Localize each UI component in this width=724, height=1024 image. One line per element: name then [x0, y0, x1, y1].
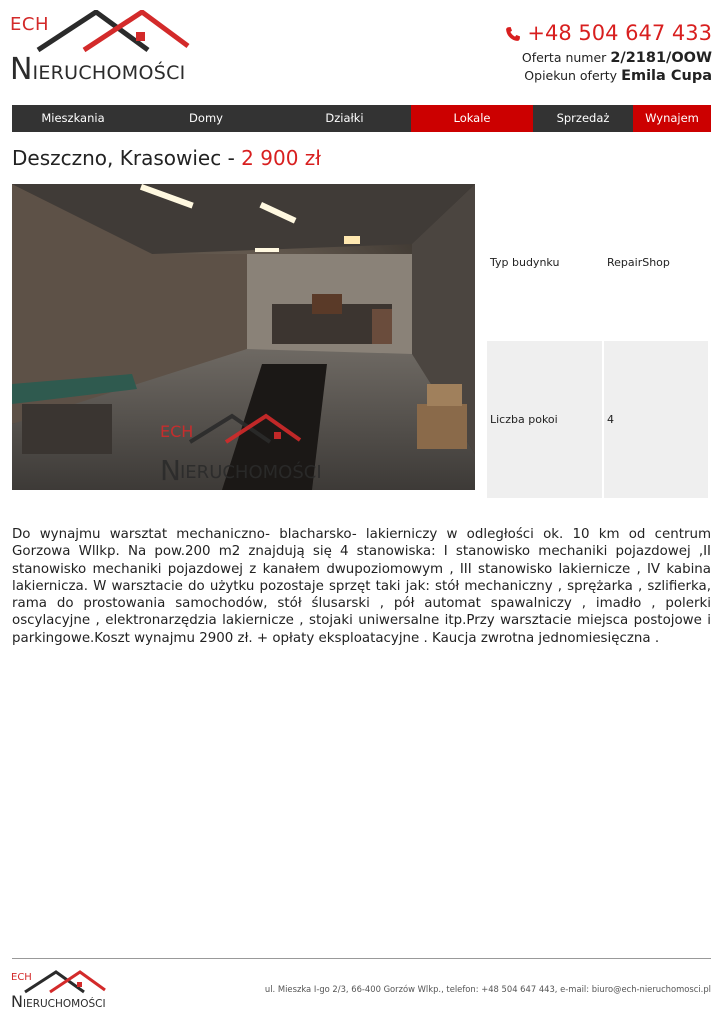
main-nav — [12, 105, 711, 132]
offer-keeper-row — [505, 68, 712, 84]
offer-number-row — [505, 50, 712, 66]
brand-logo[interactable] — [10, 10, 190, 87]
offer-number-label: Oferta numer — [521, 50, 607, 65]
phone-number[interactable]: +48 504 647 433 — [527, 21, 712, 45]
phone-icon — [505, 26, 521, 42]
logo-ech-text: ECH — [10, 14, 49, 35]
param-value: 4 — [602, 341, 708, 498]
offer-keeper-name: Emila Cupa — [621, 68, 712, 84]
listing-params — [487, 184, 708, 498]
svg-text:ECH: ECH — [160, 422, 194, 441]
offer-keeper-label: Opiekun oferty — [524, 68, 618, 83]
footer-logo[interactable] — [10, 970, 105, 1010]
workshop-photo — [12, 184, 475, 490]
nav-item-dzialki[interactable]: Działki — [278, 105, 411, 132]
logo-wordmark: NIERUCHOMOŚCI — [10, 52, 186, 87]
contact-block — [505, 20, 712, 84]
nav-item-lokale[interactable]: Lokale — [411, 105, 533, 132]
offer-number: 2/2181/OOW — [610, 50, 712, 66]
footer-divider — [12, 958, 711, 959]
svg-text:N: N — [160, 454, 181, 487]
listing-description: Do wynajmu warsztat mechaniczno- blacharsko- lakierniczy w odległości ok. 10 km od centrum Gorzowa Wllkp. Na pow.200 m2 znajdują się 4 stanowiska: I stanowisko mechaniki pojazdowej ,II stanowisko mechaniki pojazdowej z kanałem dwupoziomowym , III stanowisko lakiernicze , IV kabina lakiernicza. W warsztacie do użytku pozostaje sprzęt taki jak: stół mechaniczny , sprężarka , szlifierka, rama do prostowania samochodów, stół ślusarski , pół automat spawalniczy , imadło , polerki oscylacyjne , elektronarzędzia lakiernicze , stojaki uniwersalne itp.Przy warsztacie miejsca postojowe i parkingowe.Koszt wynajmu 2900 zł. + opłaty eksploatacyjne . Kaucja zwrotna jednomiesięczna . — [12, 527, 711, 646]
nav-item-wynajem[interactable]: Wynajem — [633, 105, 711, 132]
listing-location: Deszczno, Krasowiec — [12, 146, 222, 170]
param-row-building-type — [487, 184, 708, 341]
footer-logo-ech-text: ECH — [11, 972, 32, 983]
nav-item-sprzedaz[interactable]: Sprzedaż — [533, 105, 633, 132]
title-separator: - — [221, 146, 242, 170]
param-key: Liczba pokoi — [490, 413, 558, 426]
listing-photo[interactable] — [12, 184, 475, 490]
listing-title — [12, 146, 321, 170]
footer-address: ul. Mieszka I-go 2/3, 66-400 Gorzów Wlkp., telefon: +48 504 647 443, e-mail: biuro@ech-nieruchomosci.pl — [264, 984, 711, 994]
phone-row[interactable] — [505, 20, 712, 46]
nav-item-domy[interactable]: Domy — [134, 105, 278, 132]
param-value: RepairShop — [607, 256, 670, 269]
footer-logo-wordmark: NIERUCHOMOŚCI — [11, 992, 106, 1011]
nav-item-mieszkania[interactable]: Mieszkania — [12, 105, 134, 132]
param-row-rooms — [487, 341, 708, 498]
param-key: Typ budynku — [490, 256, 560, 269]
svg-text:IERUCHOMOŚCI: IERUCHOMOŚCI — [180, 462, 322, 483]
listing-price: 2 900 zł — [241, 146, 321, 170]
